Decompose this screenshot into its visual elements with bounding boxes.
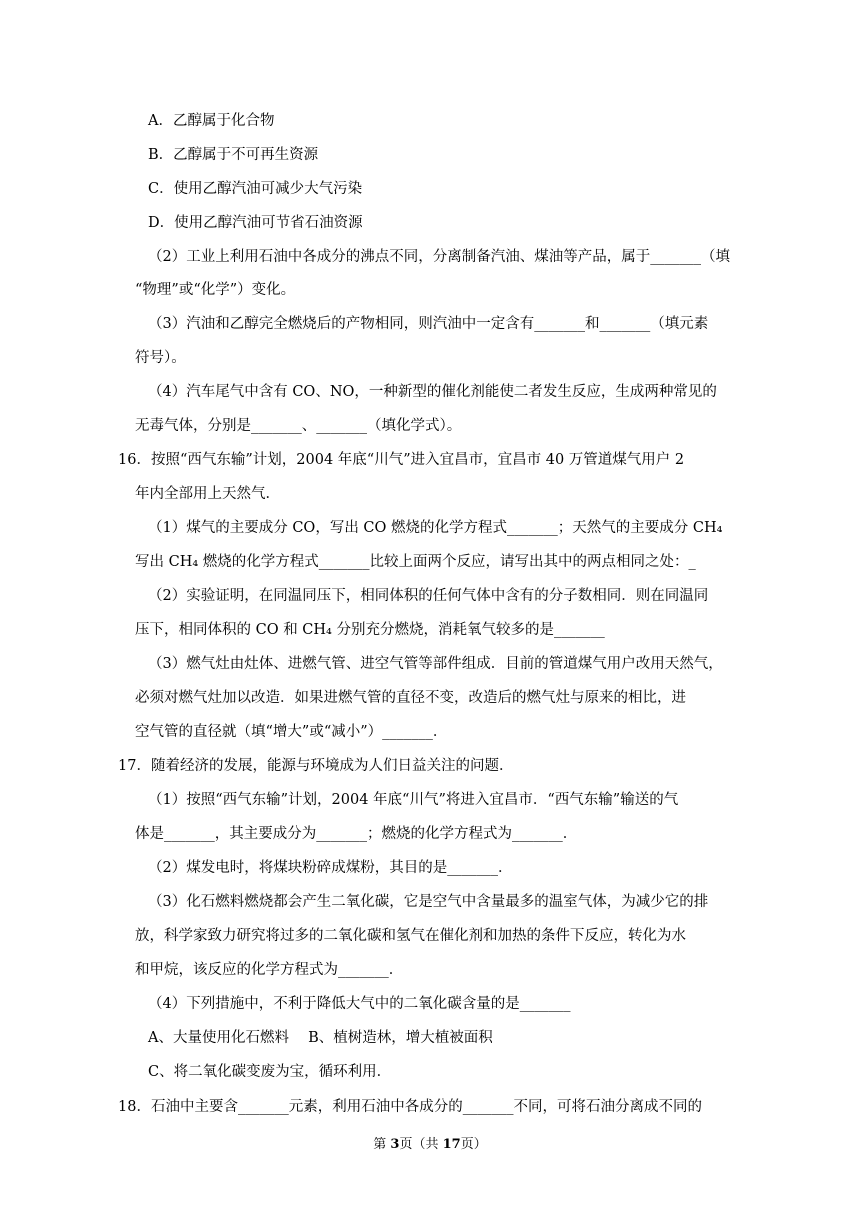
q15-part2-line1: （2）工业上利用石油中各成分的沸点不同，分离制备汽油、煤油等产品，属于_______（填: [148, 249, 730, 265]
footer-middle: 页（共: [399, 1137, 443, 1152]
q16-part2-line2: 压下，相同体积的 CO 和 CH₄ 分别充分燃烧，消耗氧气较多的是_______: [135, 622, 605, 638]
option-d: D．使用乙醇汽油可节省石油资源: [148, 215, 363, 231]
q15-part3-line2: 符号）。: [135, 350, 186, 366]
q16-stem-line1: 16．按照“西气东输”计划，2004 年底“川气”进入宜昌市，宜昌市 40 万管道煤气用户 2: [118, 452, 685, 468]
q17-part3-line2: 放，科学家致力研究将过多的二氧化碳和氢气在催化剂和加热的条件下反应，转化为水: [135, 928, 686, 944]
q16-part3-line3: 空气管的直径就（填“增大”或“减小”）_______．: [135, 724, 448, 740]
q16-part3-line2: 必须对燃气灶加以改造．如果进燃气管的直径不变，改造后的燃气灶与原来的相比，进: [135, 690, 686, 706]
q18-stem: 18．石油中主要含_______元素，利用石油中各成分的_______不同，可将石油分离成不同的: [118, 1099, 702, 1115]
current-page-number: 3: [390, 1137, 400, 1152]
option-c: C．使用乙醇汽油可减少大气污染: [148, 181, 363, 197]
q16-part2-line1: （2）实验证明，在同温同压下，相同体积的任何气体中含有的分子数相同．则在同温同: [148, 588, 709, 604]
option-b: B．乙醇属于不可再生资源: [148, 147, 319, 163]
q17-part2: （2）煤发电时，将煤块粉碎成煤粉，其目的是_______．: [148, 860, 513, 876]
q17-part4: （4）下列措施中，不利于降低大气中的二氧化碳含量的是_______: [148, 996, 571, 1012]
q17-part1-line1: （1）按照“西气东输”计划，2004 年底“川气”将进入宜昌市．“西气东输”输送的气: [148, 792, 679, 808]
q15-part4-line1: （4）汽车尾气中含有 CO、NO，一种新型的催化剂能使二者发生反应，生成两种常见的: [148, 384, 717, 400]
footer-suffix: 页）: [460, 1137, 487, 1152]
q16-part1-line1: （1）煤气的主要成分 CO，写出 CO 燃烧的化学方程式_______；天然气的主要成分 CH₄: [148, 520, 723, 536]
q17-part1-line2: 体是_______，其主要成分为_______；燃烧的化学方程式为_______．: [135, 826, 578, 842]
total-pages-number: 17: [442, 1137, 461, 1152]
q15-part3-line1: （3）汽油和乙醇完全燃烧后的产物相同，则汽油中一定含有_______和_______（填元素: [148, 316, 709, 332]
q15-part2-line2: “物理”或“化学”）变化。: [135, 282, 296, 298]
q15-part4-line2: 无毒气体，分别是_______、_______（填化学式）。: [135, 418, 462, 434]
q16-part3-line1: （3）燃气灶由灶体、进燃气管、进空气管等部件组成．目前的管道煤气用户改用天然气，: [148, 656, 723, 672]
q16-part1-line2: 写出 CH₄ 燃烧的化学方程式_______比较上面两个反应，请写出其中的两点相同之处：_: [135, 554, 696, 570]
q17-option-c: C、将二氧化碳变废为宝，循环利用．: [148, 1064, 392, 1080]
q16-stem-line2: 年内全部用上天然气．: [135, 486, 280, 502]
q17-option-ab: A、大量使用化石燃料 B、植树造林，增大植被面积: [148, 1030, 493, 1046]
q17-part3-line1: （3）化石燃料燃烧都会产生二氧化碳，它是空气中含量最多的温室气体，为减少它的排: [148, 894, 709, 910]
page-footer: [0, 1136, 860, 1154]
q17-stem: 17．随着经济的发展，能源与环境成为人们日益关注的问题．: [118, 758, 514, 774]
footer-prefix: 第: [373, 1137, 391, 1152]
q17-part3-line3: 和甲烷，该反应的化学方程式为_______．: [135, 962, 404, 978]
option-a: A．乙醇属于化合物: [148, 113, 275, 129]
